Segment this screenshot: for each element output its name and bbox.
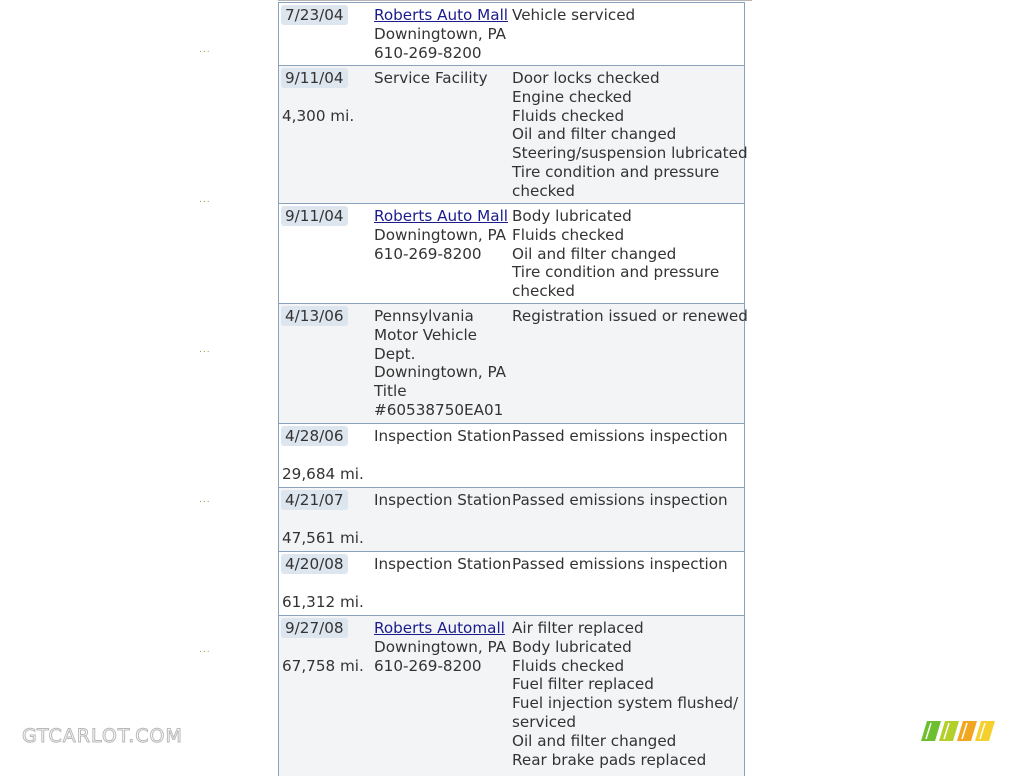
- record-source: [374, 6, 508, 62]
- record-comments: [512, 207, 719, 301]
- table-row: [279, 304, 748, 424]
- record-comments: [512, 307, 748, 326]
- stripes-logo-icon: [919, 720, 999, 742]
- record-mileage: 4,300 mi.: [282, 107, 355, 125]
- record-date: 4/28/06: [281, 426, 348, 446]
- comment-line: Engine checked: [512, 87, 632, 106]
- comment-line: Oil and filter changed: [512, 731, 677, 750]
- dealer-link[interactable]: Roberts Automall: [374, 619, 505, 637]
- comment-line: Passed emissions inspection: [512, 555, 728, 573]
- table-row: [279, 488, 744, 552]
- table-row: [279, 204, 744, 304]
- comment-line: Rear brake pads replaced: [512, 750, 707, 769]
- comment-line: Fluids checked: [512, 106, 625, 125]
- comment-line: Steering/suspension lubricated: [512, 144, 748, 163]
- source-line: Title: [374, 382, 407, 401]
- record-source: [374, 69, 488, 88]
- comment-line: Door locks checked: [512, 69, 660, 87]
- record-source: [374, 491, 511, 510]
- record-date: 4/20/08: [281, 554, 348, 574]
- record-source: [374, 619, 506, 675]
- dealer-link[interactable]: Roberts Auto Mall: [374, 6, 509, 24]
- record-date: 9/11/04: [281, 68, 348, 88]
- table-row: [279, 66, 748, 204]
- record-comments: [512, 491, 728, 510]
- comment-line: checked: [512, 181, 575, 200]
- record-date: 7/23/04: [281, 5, 348, 25]
- table-row: [279, 616, 744, 776]
- record-source: [374, 555, 511, 574]
- dealer-link[interactable]: Roberts Auto Mall: [374, 207, 509, 225]
- record-source: [374, 307, 506, 420]
- source-line: Pennsylvania: [374, 307, 474, 325]
- comment-line: serviced: [512, 712, 577, 731]
- margin-mark: ...: [199, 645, 211, 655]
- margin-mark: ...: [199, 45, 211, 55]
- site-watermark: GTCARLOT.COM: [22, 725, 183, 747]
- source-line: Downingtown, PA: [374, 24, 507, 43]
- source-line: 610-269-8200: [374, 244, 482, 263]
- record-mileage: 61,312 mi.: [282, 593, 364, 611]
- source-line: Inspection Station: [374, 555, 512, 573]
- comment-line: Registration issued or renewed: [512, 307, 748, 325]
- record-comments: [512, 69, 748, 201]
- record-source: [374, 207, 508, 263]
- record-date: 4/13/06: [281, 306, 348, 326]
- comment-line: Passed emissions inspection: [512, 491, 728, 509]
- comment-line: Tire condition and pressure: [512, 162, 720, 181]
- record-comments: [512, 555, 728, 574]
- record-comments: [512, 427, 728, 446]
- margin-mark: ...: [199, 195, 211, 205]
- source-line: Downingtown, PA: [374, 363, 507, 382]
- source-line: 610-269-8200: [374, 43, 482, 62]
- source-line: Inspection Station: [374, 491, 512, 509]
- comment-line: checked: [512, 282, 575, 301]
- table-row: [279, 552, 744, 616]
- comment-line: Fuel injection system flushed/: [512, 694, 739, 713]
- source-line: Service Facility: [374, 69, 488, 87]
- table-row: [279, 2, 744, 66]
- top-rule: [278, 0, 752, 1]
- source-line: Inspection Station: [374, 427, 512, 445]
- comment-line: Fluids checked: [512, 225, 625, 244]
- comment-line: Fluids checked: [512, 656, 625, 675]
- source-line: Downingtown, PA: [374, 225, 507, 244]
- comment-line: Tire condition and pressure: [512, 263, 720, 282]
- source-line: 610-269-8200: [374, 656, 482, 675]
- record-comments: [512, 6, 635, 25]
- source-line: #60538750EA01: [374, 400, 504, 419]
- record-mileage: 29,684 mi.: [282, 465, 364, 483]
- record-mileage: 67,758 mi.: [282, 657, 364, 675]
- comment-line: Body lubricated: [512, 637, 632, 656]
- source-line: Motor Vehicle: [374, 325, 478, 344]
- table-row: [279, 424, 744, 488]
- margin-mark: ...: [199, 345, 211, 355]
- source-line: Downingtown, PA: [374, 637, 507, 656]
- comment-line: Oil and filter changed: [512, 125, 677, 144]
- comment-line: Oil and filter changed: [512, 244, 677, 263]
- margin-mark: ...: [199, 495, 211, 505]
- comment-line: Air filter replaced: [512, 619, 644, 637]
- record-date: 4/21/07: [281, 490, 348, 510]
- history-table: [278, 2, 748, 776]
- source-line: Dept.: [374, 344, 416, 363]
- record-source: [374, 427, 511, 446]
- record-date: 9/27/08: [281, 618, 348, 638]
- comment-line: Vehicle serviced: [512, 6, 636, 24]
- comment-line: Body lubricated: [512, 207, 632, 225]
- record-date: 9/11/04: [281, 206, 348, 226]
- record-comments: [512, 619, 738, 769]
- comment-line: Passed emissions inspection: [512, 427, 728, 445]
- comment-line: Fuel filter replaced: [512, 675, 654, 694]
- record-mileage: 47,561 mi.: [282, 529, 364, 547]
